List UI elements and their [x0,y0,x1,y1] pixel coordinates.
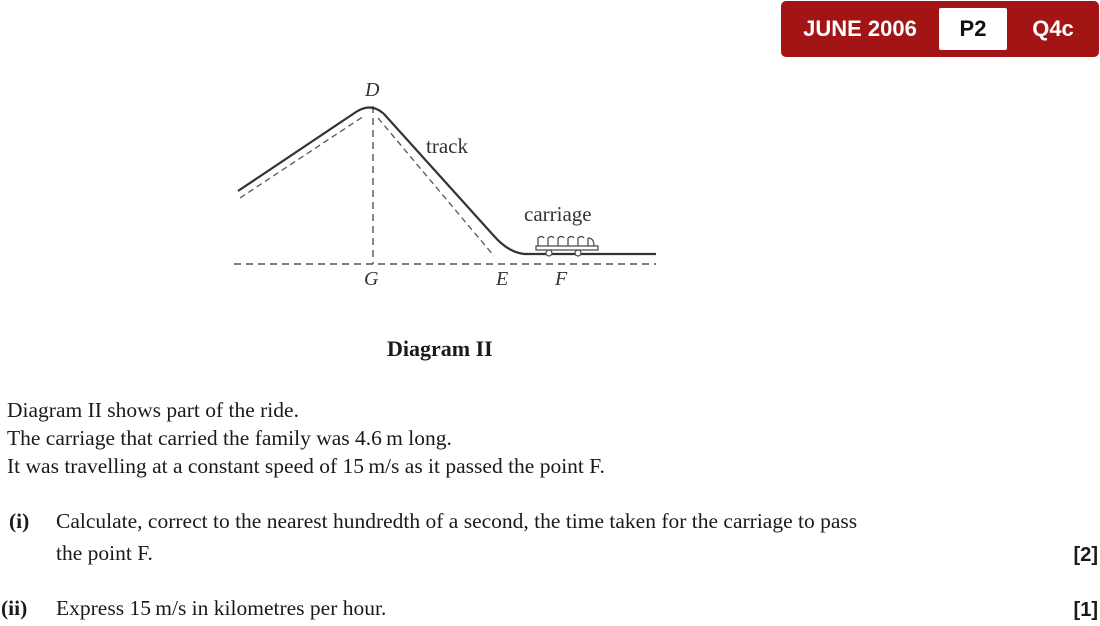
right-track [384,114,656,254]
part-number: (i) [9,509,30,533]
label-f: F [555,268,568,290]
part-number: (ii) [1,596,28,620]
diagram-caption: Diagram II [387,336,493,361]
question-part-ii [0,592,1100,624]
marks-badge: [2] [1073,544,1098,566]
question-part-i [0,505,1100,575]
label-d: D [365,79,380,101]
label-carriage: carriage [524,202,592,226]
label-track: track [426,134,468,158]
question-intro [7,396,605,480]
part-text-line2: the point F. [56,541,153,565]
left-track [238,107,384,191]
left-track-dashed [240,116,364,198]
part-text-line1: Express 15 m/s in kilometres per hour. [56,596,387,620]
intro-line: The carriage that carried the family was 4.6 m long. [7,426,452,450]
paper-number: P2 [939,8,1007,50]
marks-badge: [1] [1073,599,1098,621]
label-g: G [364,268,379,290]
exam-date: JUNE 2006 [803,16,917,41]
intro-line: It was travelling at a constant speed of 15 m/s as it passed the point F. [7,454,605,478]
intro-line: Diagram II shows part of the ride. [7,398,299,422]
label-e: E [496,268,509,290]
question-number: Q4c [1032,16,1074,41]
part-text-line1: Calculate, correct to the nearest hundredth of a second, the time taken for the carriage to pass [56,509,858,533]
